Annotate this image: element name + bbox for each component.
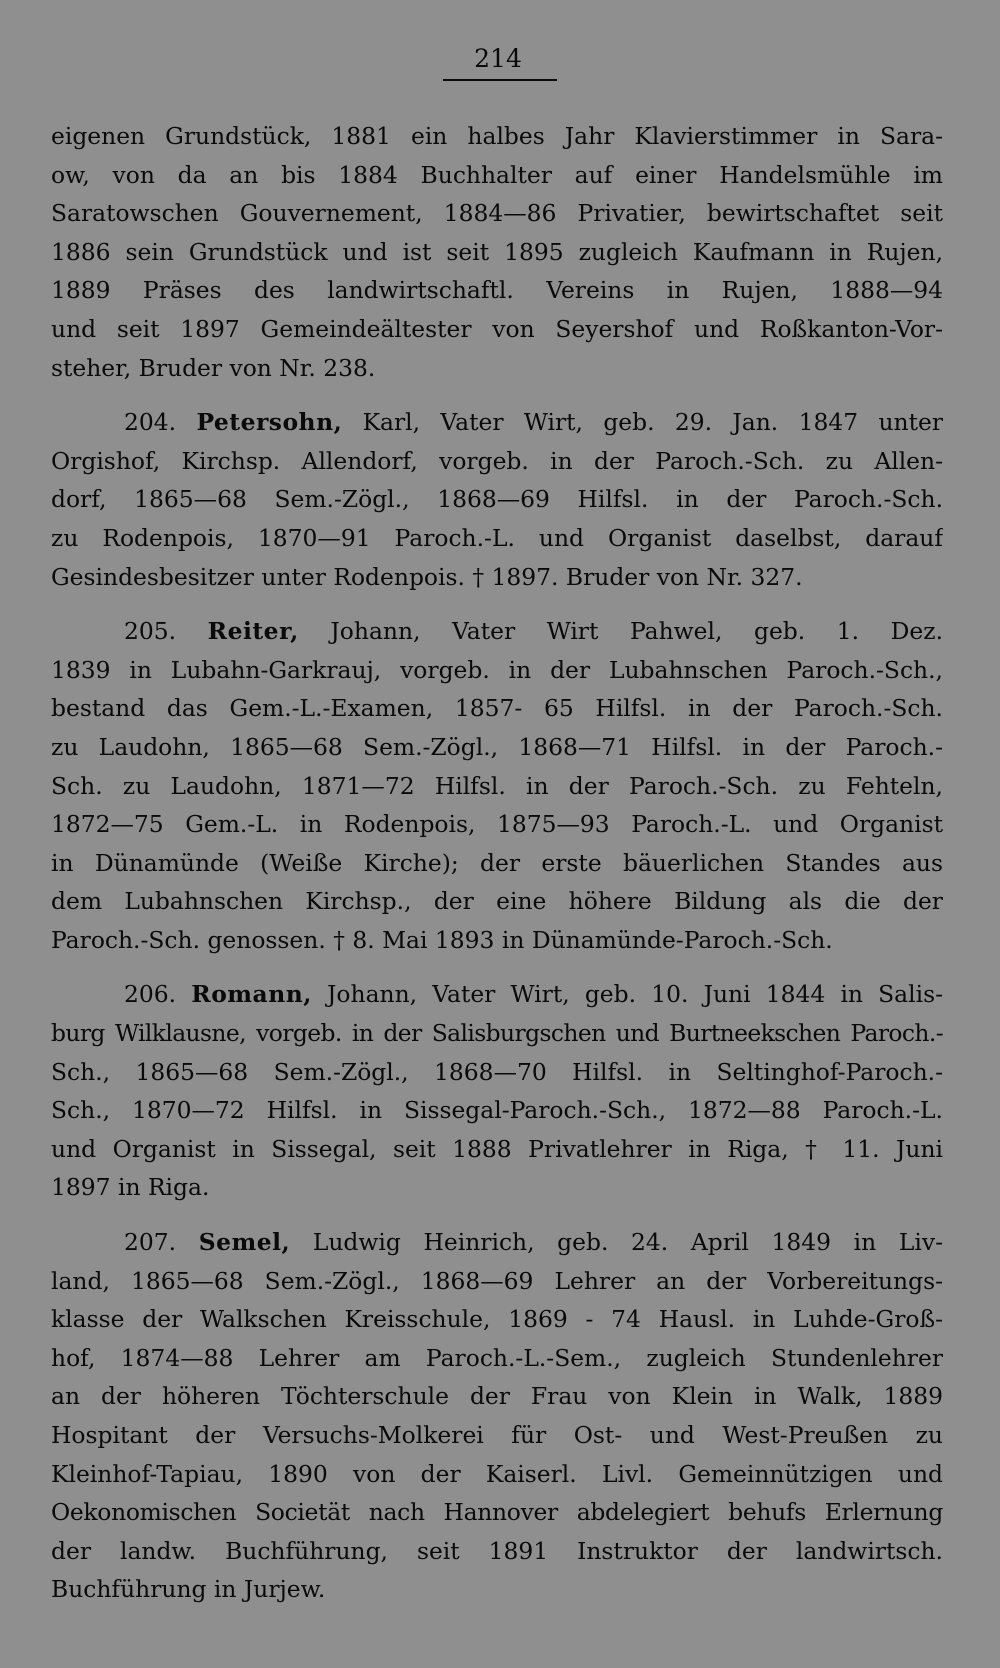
text-line: Hospitant der Versuchs-Molkerei für Ost- und West-Preußen zu <box>51 1421 943 1449</box>
entry-number: 207. <box>124 1228 177 1257</box>
text-line: Orgishof, Kirchsp. Allendorf, vorgeb. in der Paroch.-Sch. zu Allen- <box>51 446 943 475</box>
text-line: Buchführung in Jurjew. <box>51 1575 326 1604</box>
text-line: an der höheren Töchterschule der Frau von Klein in Walk, 1889 <box>51 1382 943 1411</box>
text-line: 1886 sein Grundstück und ist seit 1895 zugleich Kaufmann in Rujen, <box>51 237 943 266</box>
entry-205-heading <box>51 612 943 651</box>
text-line: der landw. Buchführung, seit 1891 Instruktor der landwirtsch. <box>51 1536 943 1565</box>
text-line: 1897 in Riga. <box>51 1173 210 1202</box>
entry-name: Petersohn, <box>196 408 343 437</box>
text-line: ow, von da an bis 1884 Buchhalter auf einer Handelsmühle im <box>51 160 943 189</box>
text-line: Saratowschen Gouvernement, 1884—86 Privatier, bewirtschaftet seit <box>51 199 943 228</box>
text-line: Oekonomischen Societät nach Hannover abdelegiert behufs Erlernung <box>51 1498 943 1527</box>
entry-name: Reiter, <box>207 617 299 646</box>
text-line: Sch., 1870—72 Hilfsl. in Sissegal-Paroch.-Sch., 1872—88 Paroch.-L. <box>51 1096 943 1125</box>
text-line: Sch. zu Laudohn, 1871—72 Hilfsl. in der Paroch.-Sch. zu Fehteln, <box>51 771 943 800</box>
text-line: klasse der Walkschen Kreisschule, 1869 - 74 Hausl. in Luhde-Groß- <box>51 1305 943 1334</box>
text-line: bestand das Gem.-L.-Examen, 1857- 65 Hilfsl. in der Paroch.-Sch. <box>51 694 943 723</box>
page-number-rule <box>443 79 557 81</box>
entry-first-line: Ludwig Heinrich, geb. 24. April 1849 in Liv- <box>312 1228 943 1257</box>
text-line: 1872—75 Gem.-L. in Rodenpois, 1875—93 Paroch.-L. und Organist <box>51 810 943 839</box>
text-line: und Organist in Sissegal, seit 1888 Privatlehrer in Riga, † 11. Juni <box>51 1134 943 1163</box>
text-line: Paroch.-Sch. genossen. † 8. Mai 1893 in Dünamünde-Paroch.-Sch. <box>51 925 833 954</box>
entry-first-line: Johann, Vater Wirt, geb. 10. Juni 1844 in Salis- <box>327 980 943 1009</box>
text-line: burg Wilklausne, vorgeb. in der Salisburgschen und Burtneekschen Paroch.- <box>51 1019 943 1048</box>
entry-first-line: Karl, Vater Wirt, geb. 29. Jan. 1847 unter <box>362 408 943 437</box>
entry-number: 206. <box>124 980 177 1009</box>
text-line: Sch., 1865—68 Sem.-Zögl., 1868—70 Hilfsl. in Seltinghof-Paroch.- <box>51 1057 943 1086</box>
entry-first-line: Johann, Vater Wirt Pahwel, geb. 1. Dez. <box>330 617 943 646</box>
text-line: hof, 1874—88 Lehrer am Paroch.-L.-Sem., zugleich Stundenlehrer <box>51 1343 943 1372</box>
body-text <box>51 117 943 1609</box>
text-line: land, 1865—68 Sem.-Zögl., 1868—69 Lehrer an der Vorbereitungs- <box>51 1266 943 1295</box>
entry-number: 205. <box>124 617 177 646</box>
page-number: 214 <box>474 44 522 73</box>
text-line: dem Lubahnschen Kirchsp., der eine höhere Bildung als die der <box>51 887 943 916</box>
text-line: 1839 in Lubahn-Garkrauj, vorgeb. in der Lubahnschen Paroch.-Sch., <box>51 655 943 684</box>
entry-number: 204. <box>124 408 177 437</box>
entry-name: Semel, <box>198 1228 291 1257</box>
text-line: zu Rodenpois, 1870—91 Paroch.-L. und Organist daselbst, darauf <box>51 523 943 552</box>
entry-206-heading <box>51 975 943 1014</box>
entry-name: Romann, <box>191 980 312 1009</box>
text-line: 1889 Präses des landwirtschaftl. Vereins in Rujen, 1888—94 <box>51 276 943 305</box>
text-line: dorf, 1865—68 Sem.-Zögl., 1868—69 Hilfsl. in der Paroch.-Sch. <box>51 485 943 514</box>
entry-204-heading <box>51 403 943 442</box>
text-line: in Dünamünde (Weiße Kirche); der erste bäuerlichen Standes aus <box>51 848 943 877</box>
text-line: und seit 1897 Gemeindeältester von Seyershof und Roßkanton-Vor- <box>51 314 943 343</box>
entry-207-heading <box>51 1223 943 1262</box>
text-line: steher, Bruder von Nr. 238. <box>51 353 376 382</box>
text-line: Gesindesbesitzer unter Rodenpois. † 1897. Bruder von Nr. 327. <box>51 562 803 591</box>
text-line: zu Laudohn, 1865—68 Sem.-Zögl., 1868—71 Hilfsl. in der Paroch.- <box>51 732 943 761</box>
text-line: eigenen Grundstück, 1881 ein halbes Jahr Klavierstimmer in Sara- <box>51 122 943 150</box>
text-line: Kleinhof-Tapiau, 1890 von der Kaiserl. Livl. Gemeinnützigen und <box>51 1459 943 1488</box>
